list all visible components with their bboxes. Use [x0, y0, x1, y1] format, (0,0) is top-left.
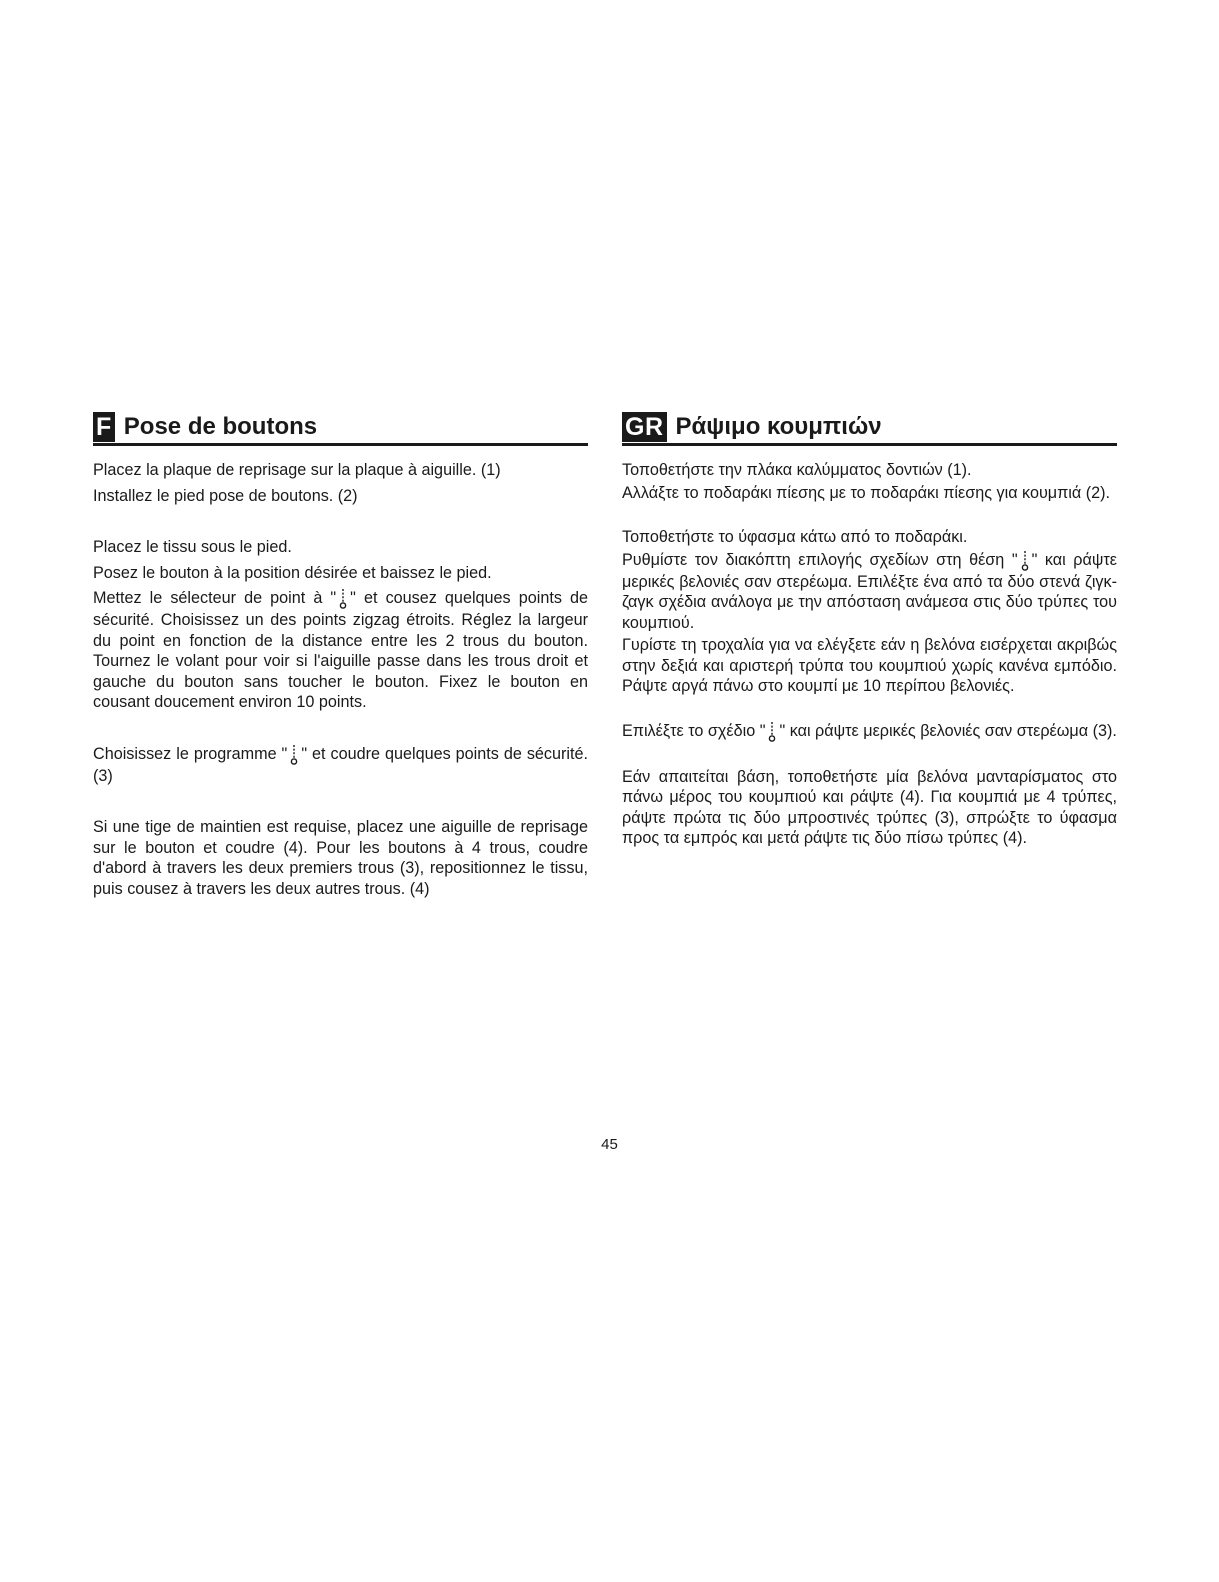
paragraph: Εάν απαιτείται βάση, τοποθετήστε μία βελόνα μανταρίσματος στο πάνω μέρος του κουμπιού και ράψτε (4). Για κουμπιά με 4 τρύπες, ράψτε πρώτα τις δύο μπροστινές τρύπες (3), σπρώξτε το ύφασμα προς τα εμπρός και μετά ράψτε τις δύο πίσω τρύπες (4).	[622, 767, 1117, 847]
text-span: " και ράψτε μερικές βελονιές σαν στερέωμα. Επιλέξτε ένα από τα δύο στενά ζιγκ-ζαγκ σχέδια ανάλογα με την απόσταση ανάμεσα στις δύο τρύπες του κουμπιού.	[622, 550, 1118, 632]
text-span: " et cousez quelques points de sécurité. Choisissez un des points zigzag étroits. Réglez la largeur du point en fonction de la distance entre les 2 trous du bouton. Tournez le volant pour voir si l'aiguille passe dans les trous droit et gauche du bouton sans toucher le bouton. Fixez le bouton en cousant doucement environ 10 points.	[93, 589, 588, 711]
section-title: Ράψιμο κουμπιών	[675, 412, 882, 440]
language-badge-gr: GR	[622, 412, 667, 442]
straight-stitch-icon	[338, 588, 348, 610]
greek-column	[622, 410, 1117, 849]
greek-heading	[622, 410, 1117, 446]
straight-stitch-icon	[767, 721, 777, 743]
text-span: Mettez le sélecteur de point à "	[93, 589, 337, 607]
paragraph	[93, 588, 588, 713]
section-title: Pose de boutons	[123, 412, 318, 440]
paragraph: Τοποθετήστε την πλάκα καλύμματος δοντιών (1).	[622, 461, 972, 479]
french-body	[93, 460, 588, 899]
page-number: 45	[601, 1136, 618, 1153]
french-column	[93, 410, 588, 899]
paragraph: Placez le tissu sous le pied.	[93, 538, 292, 556]
paragraph: Τοποθετήστε το ύφασμα κάτω από το ποδαράκι.	[622, 528, 968, 546]
paragraph: Installez le pied pose de boutons. (2)	[93, 486, 358, 505]
paragraph: Placez la plaque de reprisage sur la plaque à aiguille. (1)	[93, 461, 501, 479]
text-span: " et coudre quelques points de sécurité. (3)	[93, 744, 588, 785]
straight-stitch-icon	[1020, 550, 1030, 572]
paragraph: Si une tige de maintien est requise, placez une aiguille de reprisage sur le bouton et coudre (4). Pour les boutons à 4 trous, coudre d'abord à travers les deux premiers trous (3), repositionnez le tissu, puis cousez à travers les deux autres trous. (4)	[93, 818, 588, 898]
paragraph	[93, 744, 588, 787]
text-span: " και ράψτε μερικές βελονιές σαν στερέωμα (3).	[779, 721, 1117, 740]
text-span: Ρυθμίστε τον διακόπτη επιλογής σχεδίων στη θέση "	[622, 550, 1018, 569]
paragraph: Posez le bouton à la position désirée et baissez le pied.	[93, 563, 492, 582]
paragraph: Γυρίστε τη τροχαλία για να ελέγξετε εάν η βελόνα εισέρχεται ακριβώς στην δεξιά και αριστερή τρύπα του κουμπιού χωρίς κανένα εμπόδιο. Ράψτε αργά πάνω στο κουμπί με 10 περίπου βελονιές.	[622, 636, 1117, 695]
text-span: Choisissez le programme "	[93, 744, 288, 763]
straight-stitch-icon	[289, 744, 299, 766]
french-heading	[93, 410, 588, 446]
paragraph	[622, 721, 1117, 743]
paragraph: Αλλάξτε το ποδαράκι πίεσης με το ποδαράκι πίεσης για κουμπιά (2).	[622, 483, 1111, 502]
greek-body	[622, 460, 1117, 849]
language-badge-f: F	[93, 412, 115, 442]
text-span: Επιλέξτε το σχέδιο "	[622, 721, 766, 740]
paragraph	[622, 550, 1117, 634]
